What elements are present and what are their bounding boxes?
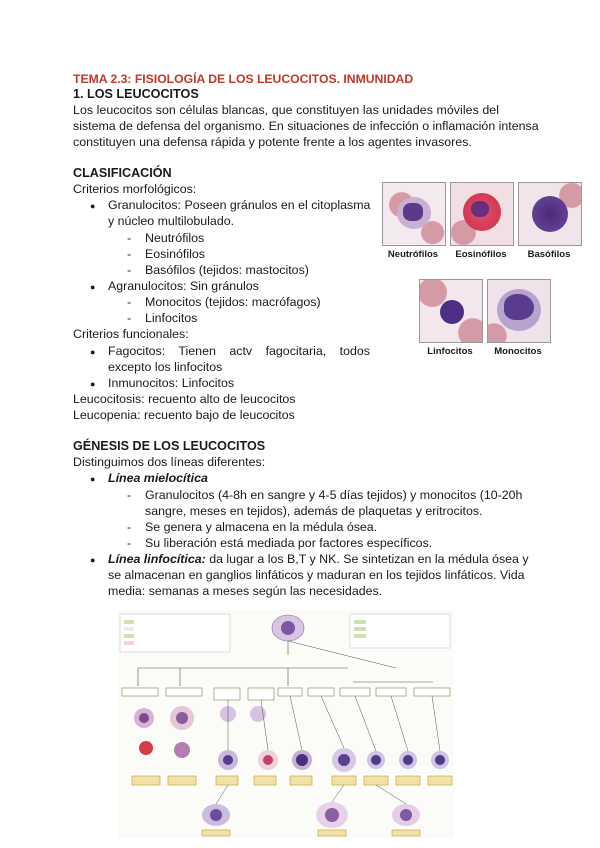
caption-neutrofilos: Neutrófilos <box>387 249 439 260</box>
intro-line-3: constituyen una defensa rápida y potente frente a los agentes invasores. <box>73 135 472 149</box>
criterios-funcionales: Criterios funcionales: <box>73 327 189 341</box>
caption-eosinofilos: Eosinófilos <box>455 249 507 260</box>
caption-basofilos: Basófilos <box>527 249 571 260</box>
bullet-inmunocitos: ● Inmunocitos: Linfocitos <box>108 376 234 391</box>
sub-linfocitos: - Linfocitos <box>145 311 197 326</box>
mielo-item-2: - Se genera y almacena en la médula ósea. <box>145 520 377 535</box>
bullet-linea-mielocitica: ● Línea mielocítica <box>108 471 208 486</box>
hematopoiesis-diagram-art <box>118 610 454 838</box>
linfo-line-3: media: semanas a meses según las necesidades. <box>108 584 383 598</box>
heading-clasificacion: CLASIFICACIÓN <box>73 166 172 180</box>
sub-eosinofilos: - Eosinófilos <box>145 247 205 262</box>
intro-line-1: Los leucocitos son células blancas, que constituyen las unidades móviles del <box>73 103 500 117</box>
mielo-item-1-cont: sangre, meses en tejidos), además de plaquetas y eritrocitos. <box>145 504 483 518</box>
hematopoiesis-diagram <box>118 610 454 838</box>
neutrofilo-micrograph <box>382 182 446 246</box>
fagocitos-text: Fagocitos: Tienen actv fagocitaria, todos <box>108 344 370 358</box>
genesis-intro: Distinguimos dos líneas diferentes: <box>73 455 266 469</box>
linfo-text: da lugar a los B,T y NK. Se sintetizan en la médula ósea y <box>205 552 529 566</box>
caption-monocitos: Monocitos <box>494 346 542 357</box>
bullet-granulocitos: ● Granulocitos: Poseen gránulos en el citoplasma <box>108 198 370 213</box>
criterios-morfologicos: Criterios morfológicos: <box>73 182 197 196</box>
heading-genesis: GÉNESIS DE LOS LEUCOCITOS <box>73 439 266 453</box>
leucopenia: Leucopenia: recuento bajo de leucocitos <box>73 408 295 422</box>
mielo-item-1: - Granulocitos (4-8h en sangre y 4-5 días tejidos) y monocitos (10-20h <box>145 488 522 503</box>
eosinofilo-micrograph <box>450 182 514 246</box>
intro-line-2: sistema de defensa del organismo. En situaciones de infección o inflamación intensa <box>73 119 539 133</box>
granulocitos-cont: y núcleo multilobulado. <box>108 214 235 228</box>
leucocitosis: Leucocitosis: recuento alto de leucocitos <box>73 392 296 406</box>
linfo-line-2: se almacenan en ganglios linfáticos y maduran en los tejidos linfáticos. Vida <box>108 568 525 582</box>
bullet-agranulocitos: ● Agranulocitos: Sin gránulos <box>108 279 259 294</box>
linfo-title: Línea linfocítica: <box>108 552 206 566</box>
section-heading-leucocitos: 1. LOS LEUCOCITOS <box>73 87 199 101</box>
caption-linfocitos: Linfocitos <box>427 346 473 357</box>
page-title: TEMA 2.3: FISIOLOGÍA DE LOS LEUCOCITOS. INMUNIDAD <box>73 72 414 86</box>
mielo-item-3: - Su liberación está mediada por factores específicos. <box>145 536 432 551</box>
bullet-fagocitos <box>108 344 370 359</box>
sub-monocitos: - Monocitos (tejidos: macrófagos) <box>145 295 321 310</box>
fagocitos-cont: excepto los linfocitos <box>108 360 223 374</box>
bullet-linea-linfocitica <box>108 552 529 567</box>
sub-neutrofilos: - Neutrófilos <box>145 231 204 246</box>
sub-basofilos: - Basófilos (tejidos: mastocitos) <box>145 263 309 278</box>
linfocito-micrograph <box>419 279 483 343</box>
monocito-micrograph <box>487 279 551 343</box>
basofilo-micrograph <box>518 182 582 246</box>
